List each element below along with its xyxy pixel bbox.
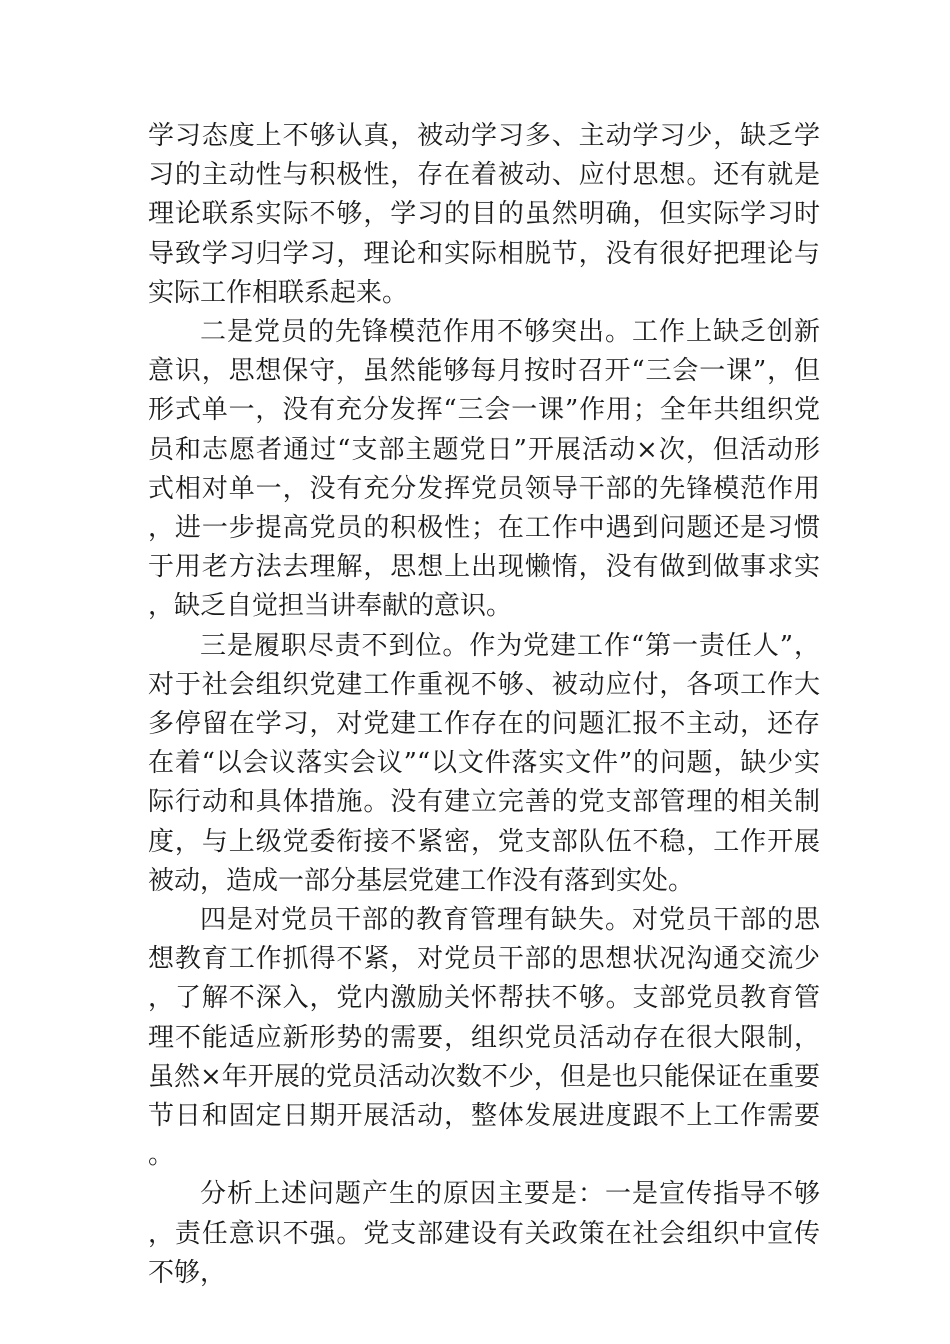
paragraph-study-attitude: 学习态度上不够认真，被动学习多、主动学习少，缺乏学习的主动性与积极性，存在着被动、应付思想。还有就是理论联系实际不够，学习的目的虽然明确，但实际学习时导致学习归学习，理论和实际相脱节，没有很好把理论与实际工作相联系起来。 <box>148 121 820 308</box>
paragraph-cause-analysis: 分析上述问题产生的原因主要是：一是宣传指导不够，责任意识不强。党支部建设有关政策在社会组织中宣传不够， <box>148 1179 820 1288</box>
paragraph-education-management: 四是对党员干部的教育管理有缺失。对党员干部的思想教育工作抓得不紧，对党员干部的思想状况沟通交流少，了解不深入，党内激励关怀帮扶不够。支部党员教育管理不能适应新形势的需要，组织党员活动存在很大限制，虽然×年开展的党员活动次数不少，但是也只能保证在重要节日和固定日期开展活动，整体发展进度跟不上工作需要。 <box>148 905 820 1171</box>
paragraph-duty-performance: 三是履职尽责不到位。作为党建工作“第一责任人”，对于社会组织党建工作重视不够、被动应付，各项工作大多停留在学习，对党建工作存在的问题汇报不主动，还存在着“以会议落实会议”“以文件落实文件”的问题，缺少实际行动和具体措施。没有建立完善的党支部管理的相关制度，与上级党委衔接不紧密，党支部队伍不稳，工作开展被动，造成一部分基层党建工作没有落到实处。 <box>148 630 820 896</box>
document-body <box>148 117 820 1293</box>
paragraph-vanguard-role: 二是党员的先锋模范作用不够突出。工作上缺乏创新意识，思想保守，虽然能够每月按时召开“三会一课”，但形式单一，没有充分发挥“三会一课”作用；全年共组织党员和志愿者通过“支部主题党日”开展活动×次，但活动形式相对单一，没有充分发挥党员领导干部的先锋模范作用，进一步提高党员的积极性；在工作中遇到问题还是习惯于用老方法去理解，思想上出现懒惰，没有做到做事求实，缺乏自觉担当讲奉献的意识。 <box>148 317 820 622</box>
